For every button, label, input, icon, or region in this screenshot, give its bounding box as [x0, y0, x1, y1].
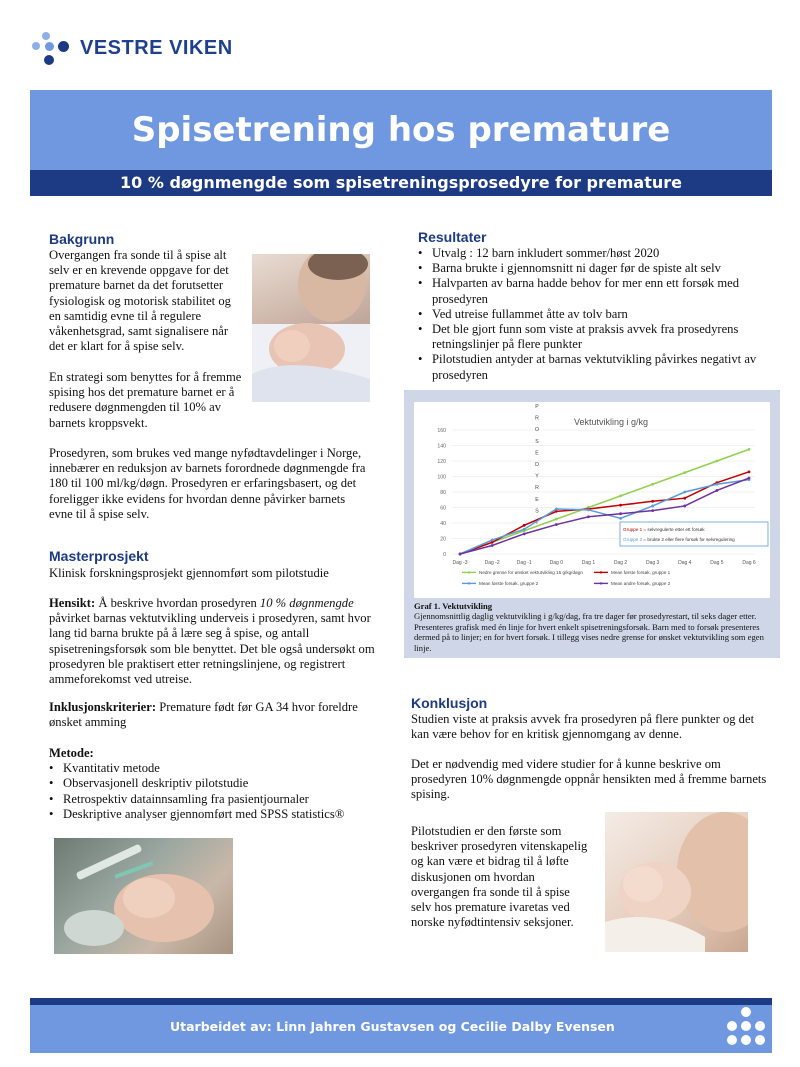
hensikt-text-b: påvirket barnas vektutvikling underveis i prosedyren, samt hvor lang tid barna brukte på å lære seg å spise, og antall spisetreningsforsøk som ble benyttet. Det ble også undersøkt om prosedyren ble praktisert etter retningslinjene, og registrert ammeforekomst ved utreise.: [49, 611, 375, 687]
chart-y-tick-label: 80: [440, 490, 446, 496]
chart-group-legend-box: [620, 522, 768, 546]
chart-caption: [414, 601, 772, 653]
weight-chart: [414, 402, 770, 598]
chart-data-point: [619, 512, 622, 515]
chart-x-tick-label: Dag -2: [484, 560, 500, 566]
hensikt-text-a: Å beskrive hvordan prosedyren: [95, 596, 260, 610]
resultater-list: [418, 246, 768, 383]
chart-data-point: [523, 528, 526, 531]
metode-list: [49, 761, 379, 822]
page-subtitle: 10 % døgnmengde som spisetreningsprosedyre for premature: [120, 173, 682, 192]
footer-authors: Utarbeidet av: Linn Jahren Gustavsen og Cecilie Dalby Evensen: [170, 1019, 615, 1034]
chart-data-point: [715, 460, 718, 463]
chart-data-point: [715, 483, 718, 486]
chart-caption-title: Graf 1. Vektutvikling: [414, 601, 493, 611]
konklusjon-paragraph-1: Studien viste at praksis avvek fra prosedyren på flere punkter og det kan være behov for en kritisk gjennomgang av denne.: [411, 712, 755, 742]
chart-x-ticks: [452, 560, 755, 566]
chart-legend: [462, 570, 671, 586]
resultat-item: • Pilotstudien antyder at barnas vektutvikling påvirkes negativt av prosedyren: [418, 352, 768, 382]
inklusjon-label: Inklusjonskriterier:: [49, 700, 157, 714]
chart-data-point: [683, 497, 686, 500]
chart-y-tick-label: 160: [437, 428, 446, 434]
chart-legend-marker: [600, 582, 602, 584]
subtitle-banner: [30, 170, 772, 196]
photo-breastfeeding: [605, 812, 748, 952]
chart-x-tick-label: Dag -3: [452, 560, 468, 566]
chart-y-tick-label: 120: [437, 459, 446, 465]
chart-y-tick-label: 60: [440, 505, 446, 512]
chart-data-point: [523, 524, 526, 527]
chart-vertical-letter: R: [535, 485, 539, 492]
konklusjon-paragraph-3: Pilotstudien er den første som beskriver prosedyren vitenskapelig og kan være et bidrag til å løfte diskusjonen om hvordan overgangen fra sonde til å spise selv hos premature ivaretas ved norske nyfødtintensiv seksjoner.: [411, 824, 588, 930]
logo-dots-icon: [30, 28, 74, 68]
resultat-item: • Barna brukte i gjennomsnitt ni dager før de spiste alt selv: [418, 261, 768, 276]
chart-x-tick-label: Dag -1: [516, 560, 532, 566]
chart-x-tick-label: Dag 1: [581, 560, 596, 566]
chart-data-point: [587, 515, 590, 518]
bakgrunn-heading: Bakgrunn: [49, 231, 115, 247]
resultat-item: • Halvparten av barna hadde behov for mer enn ett forsøk med prosedyren: [418, 276, 768, 306]
chart-x-tick-label: Dag 3: [645, 560, 660, 566]
chart-x-tick-label: Dag 2: [613, 560, 628, 566]
chart-data-point: [683, 491, 686, 494]
chart-box: [414, 402, 770, 598]
chart-data-point: [748, 470, 751, 473]
metode-item: • Observasjonell deskriptiv pilotstudie: [49, 776, 379, 791]
chart-data-point: [619, 494, 622, 497]
chart-data-point: [683, 471, 686, 474]
chart-vertical-letter: O: [534, 427, 540, 434]
footer: [30, 1005, 772, 1053]
metode-item: • Retrospektiv datainnsamling fra pasientjournaler: [49, 792, 379, 807]
chart-y-tick-label: 20: [440, 536, 446, 543]
chart-data-point: [491, 544, 494, 547]
chart-data-point: [651, 483, 654, 486]
chart-group2-note: Gruppe 2 = brukte 2 eller flere forsøk for selvregulering: [623, 537, 735, 542]
hensikt-emphasis: 10 % døgnmengde: [259, 596, 354, 610]
chart-y-tick-label: 100: [437, 474, 446, 481]
chart-vertical-letter: P: [535, 404, 539, 410]
chart-data-point: [683, 505, 686, 508]
chart-vertical-letter: S: [535, 438, 539, 445]
chart-y-ticks: [437, 428, 446, 558]
chart-caption-text: Gjennomsnittlig daglig vektutvikling i g/kg/dag, fra tre dager før prosedyrestart, til seks dager etter. Presenteres grafisk med én linje for hvert enkelt spisetreningsforsøk. Barn med to forsøk presenteres dermed på to linjer; en for hvert forsøk. I tillegg vises nedre grense for ønsket vektutvikling som egen linje.: [414, 611, 764, 653]
chart-data-point: [651, 500, 654, 503]
chart-legend-marker: [468, 571, 470, 573]
chart-data-point: [651, 509, 654, 512]
photo-father-with-baby: [252, 254, 370, 402]
chart-data-point: [748, 477, 751, 480]
chart-data-point: [555, 518, 558, 521]
chart-x-tick-label: Dag 4: [678, 560, 692, 566]
chart-data-point: [491, 539, 494, 542]
inklusjon-paragraph: [49, 700, 379, 730]
chart-data-point: [587, 508, 590, 511]
resultat-item: • Ved utreise fullammet åtte av tolv barn: [418, 307, 768, 322]
hensikt-label: Hensikt:: [49, 596, 96, 610]
chart-data-point: [651, 505, 654, 508]
chart-vertical-letter: D: [535, 462, 539, 468]
resultat-item: • Utvalg : 12 barn inkludert sommer/høst 2020: [418, 246, 768, 261]
chart-vertical-letter: T: [535, 520, 539, 526]
resultat-item: • Det ble gjort funn som viste at praksis avvek fra prosedyrens retningslinjer på flere punkter: [418, 322, 768, 352]
konklusjon-paragraph-2: Det er nødvendig med videre studier for å kunne beskrive om prosedyren 10% døgnmengde oppnår hensikten med å fremme barnets spising.: [411, 757, 767, 802]
chart-group1-note: Gruppe 1 = selvregulerte etter ett forsøk: [623, 527, 705, 532]
chart-legend-marker: [468, 582, 470, 584]
chart-data-point: [459, 553, 462, 556]
masterprosjekt-heading: Masterprosjekt: [49, 548, 149, 564]
chart-y-tick-label: 0: [443, 552, 446, 558]
metode-item: • Deskriptive analyser gjennomført med SPSS statistics®: [49, 807, 379, 822]
metode-section: [49, 746, 379, 822]
chart-vertical-letter: S: [535, 508, 539, 515]
page-title: Spisetrening hos premature: [131, 110, 671, 150]
chart-data-point: [748, 448, 751, 451]
metode-label: Metode:: [49, 746, 94, 760]
metode-item: • Kvantitativ metode: [49, 761, 379, 776]
chart-legend-marker: [600, 571, 602, 573]
chart-legend-label: Mean første forsøk, gruppe 1: [611, 570, 671, 575]
chart-panel: [404, 390, 780, 658]
bakgrunn-paragraph-3: Prosedyren, som brukes ved mange nyfødtavdelinger i Norge, innebærer en reduksjon av barnets forordnede døgnmengde fra 180 til 100 ml/kg/døgn. Prosedyren er erfaringsbasert, og det foreligger ikke evidens for hvordan denne påvirker barnets evne til å spise selv.: [49, 446, 366, 521]
logo-text: VESTRE VIKEN: [80, 36, 233, 59]
chart-y-tick-label: 140: [437, 443, 446, 450]
chart-legend-label: Nedre grense for ønsket vektutvikling 15 g/kg/døgn: [479, 570, 583, 575]
chart-legend-label: Mean andre forsøk, gruppe 2: [611, 581, 671, 586]
chart-vertical-letter: Y: [535, 473, 539, 480]
inklusjon-text: Premature født før GA 34 hvor foreldre ønsket amming: [49, 700, 358, 730]
footer-dots-icon: [724, 1007, 768, 1051]
chart-data-point: [619, 504, 622, 507]
chart-x-tick-label: Dag 5: [710, 560, 724, 566]
chart-data-point: [619, 517, 622, 520]
chart-data-point: [555, 508, 558, 511]
chart-title: Vektutvikling i g/kg: [574, 417, 649, 427]
chart-vertical-letter: E: [535, 450, 539, 457]
chart-legend-label: Mean første forsøk, gruppe 2: [479, 581, 539, 586]
chart-data-point: [555, 523, 558, 526]
masterprosjekt-intro: Klinisk forskningsprosjekt gjennomført som pilotstudie: [49, 566, 329, 580]
title-banner: [30, 90, 772, 170]
chart-vertical-letter: E: [535, 496, 539, 503]
chart-vertical-letter: R: [535, 415, 539, 422]
footer-divider: [30, 998, 772, 1005]
konklusjon-heading: Konklusjon: [411, 695, 488, 711]
hensikt-paragraph: [49, 596, 379, 687]
bakgrunn-paragraph-2: En strategi som benyttes for å fremme spising hos det premature barnet er å redusere døgnmengden til 10% av barnets kroppsvekt.: [49, 370, 242, 430]
bakgrunn-paragraph-1: Overgangen fra sonde til å spise alt selv er en krevende oppgave for det premature barnet da det forutsetter fysiologisk og motorisk stabilitet og en samtidig evne til å regulere våkenhetsgrad, samt signalisere når det er klart for å spise selv.: [49, 248, 231, 354]
chart-x-tick-label: Dag 0: [549, 560, 564, 566]
chart-data-point: [715, 489, 718, 492]
chart-x-tick-label: Dag 6: [742, 560, 756, 566]
chart-data-point: [523, 532, 526, 535]
photo-baby-feeding-tube: [54, 838, 233, 954]
chart-y-tick-label: 40: [440, 521, 446, 527]
resultater-heading: Resultater: [418, 229, 487, 245]
logo: [30, 28, 233, 68]
